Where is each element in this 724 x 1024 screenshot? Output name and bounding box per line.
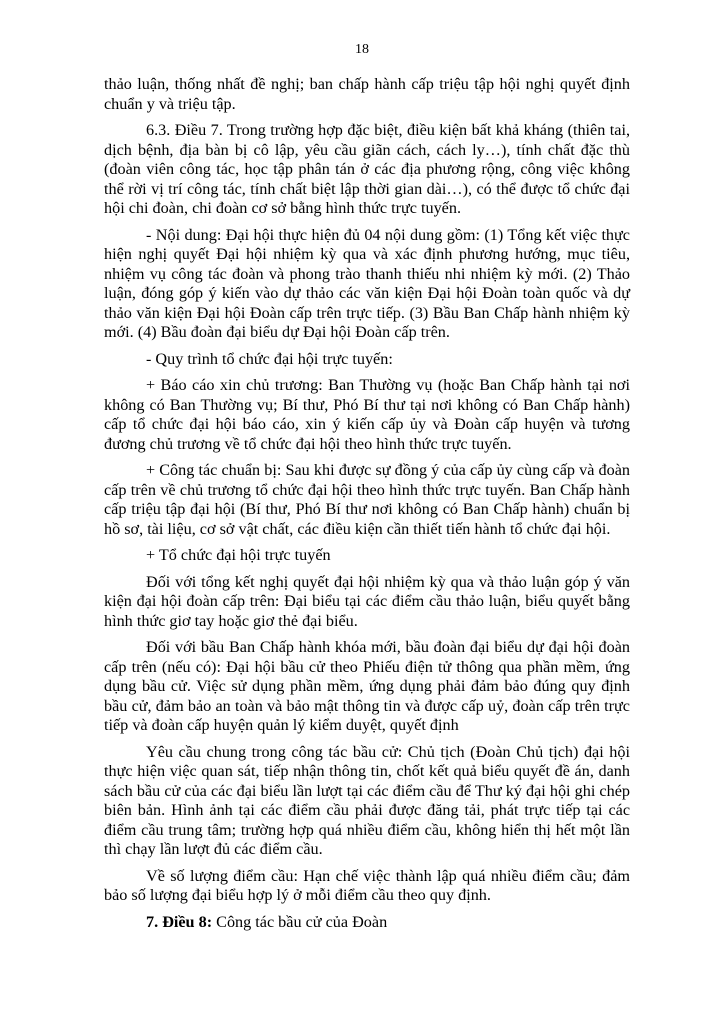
paragraph-bridge-points: Về số lượng điểm cầu: Hạn chế việc thành lập quá nhiều điểm cầu; đảm bảo số lượng đại biểu hợp lý ở mỗi điểm cầu theo quy định. [104, 866, 630, 904]
paragraph-election-executive: Đối với bầu Ban Chấp hành khóa mới, bầu đoàn đại biểu dự đại hội đoàn cấp trên (nếu có): Đại hội bầu cử theo Phiếu điện tử thông qua phần mềm, ứng dụng bầu cử. Việc sử dụng phần mềm, ứng dụng phải đảm bảo đúng quy định bầu cử, đảm bảo an toàn và bảo mật thông tin và được cấp uỷ, đoàn cấp trên trực tiếp và đoàn cấp huyện quản lý kiểm duyệt, quyết định [104, 638, 630, 734]
paragraph-continuation: thảo luận, thống nhất đề nghị; ban chấp hành cấp triệu tập hội nghị quyết định chuẩn y và triệu tập. [104, 75, 630, 113]
document-body [104, 75, 630, 932]
paragraph-procedure-heading: - Quy trình tổ chức đại hội trực tuyến: [146, 349, 393, 368]
paragraph-content: - Nội dung: Đại hội thực hiện đủ 04 nội dung gồm: (1) Tổng kết việc thực hiện nghị quyết Đại hội nhiệm kỳ qua và xác định phương hướng, mục tiêu, nhiệm vụ công tác đoàn và phong trào thanh thiếu nhi nhiệm kỳ mới. (2) Thảo luận, đóng góp ý kiến vào dự thảo các văn kiện Đại hội Đoàn toàn quốc và dự thảo văn kiện Đại hội Đoàn cấp trên trực tiếp. (3) Bầu Ban Chấp hành nhiệm kỳ mới. (4) Bầu đoàn đại biểu dự Đại hội Đoàn cấp trên. [104, 225, 630, 341]
paragraph-general-requirements: Yêu cầu chung trong công tác bầu cử: Chủ tịch (Đoàn Chủ tịch) đại hội thực hiện việc quan sát, tiếp nhận thông tin, chốt kết quả biểu quyết đề án, danh sách bầu cử của các đại biểu lần lượt tại các điểm cầu để Thư ký đại hội ghi chép biên bản. Hình ảnh tại các điểm cầu phải được đăng tải, phát trực tiếp tại các điểm cầu trung tâm; trường hợp quá nhiều điểm cầu, không hiển thị hết một lần thì chạy lần lượt đủ các điểm cầu. [104, 742, 630, 858]
paragraph-summary-voting: Đối với tổng kết nghị quyết đại hội nhiệm kỳ qua và thảo luận góp ý văn kiện đại hội đoàn cấp trên: Đại biểu tại các điểm cầu thảo luận, biểu quyết bằng hình thức giơ tay hoặc giơ thẻ đại biểu. [104, 572, 630, 630]
paragraph-article-7: 6.3. Điều 7. Trong trường hợp đặc biệt, điều kiện bất khả kháng (thiên tai, dịch bệnh, địa bàn bị cô lập, yêu cầu giãn cách, cách ly…), tính chất đặc thù (đoàn viên công tác, học tập phân tán ở các địa phương rộng, công việc không thể rời vị trí công tác, tính chất biệt lập thời gian dài…), có thể được tổ chức đại hội chi đoàn, chi đoàn cơ sở bằng hình thức trực tuyến. [104, 121, 630, 217]
paragraph-preparation: + Công tác chuẩn bị: Sau khi được sự đồng ý của cấp ủy cùng cấp và đoàn cấp trên về chủ trương tổ chức đại hội theo hình thức trực tuyến. Ban Chấp hành cấp triệu tập đại hội (Bí thư, Phó Bí thư nơi không có Ban Chấp hành) chuẩn bị hồ sơ, tài liệu, cơ sở vật chất, các điều kiện cần thiết tiến hành tổ chức đại hội. [104, 461, 630, 538]
paragraph-report-request: + Báo cáo xin chủ trương: Ban Thường vụ (hoặc Ban Chấp hành tại nơi không có Ban Thường vụ; Bí thư, Phó Bí thư tại nơi không có Ban Chấp hành) cấp tổ chức đại hội báo cáo, xin ý kiến cấp ủy và Đoàn cấp huyện và tương đương chủ trương về tổ chức đại hội theo hình thức trực tuyến. [104, 376, 630, 453]
article-8-label: 7. Điều 8: [146, 912, 213, 931]
page-number: 18 [355, 42, 369, 57]
paragraph-online-organization: + Tổ chức đại hội trực tuyến [146, 546, 331, 564]
section-heading-article-8 [104, 913, 630, 933]
article-8-title: Công tác bầu cử của Đoàn [212, 912, 388, 931]
